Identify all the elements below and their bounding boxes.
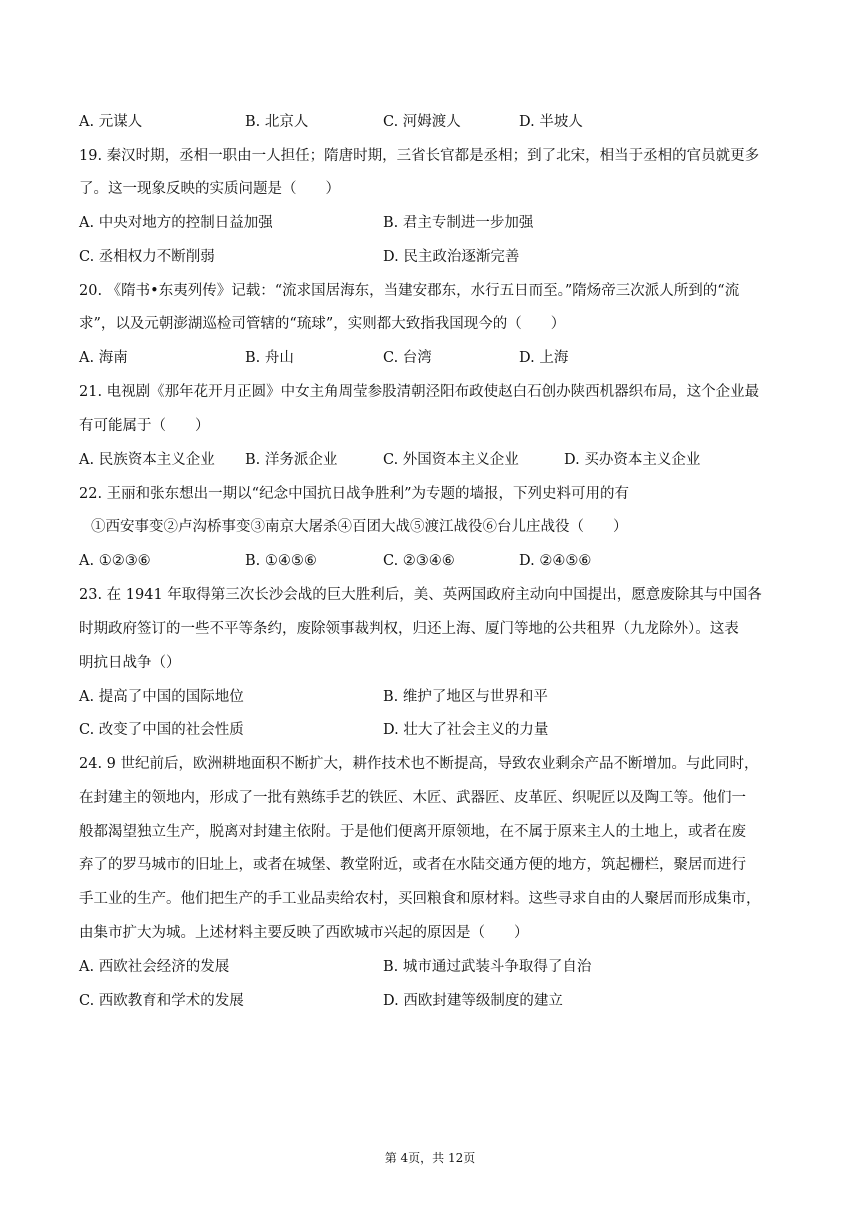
q20-stem-line: 求”，以及元朝澎湖巡检司管辖的“琉球”，实则都大致指我国现今的（ ）	[79, 316, 566, 332]
q23-stem-line: 时期政府签订的一些不平等条约，废除领事裁判权，归还上海、厦门等地的公共租界（九龙除外）。这表	[79, 621, 739, 637]
q22-stem-line: ①西安事变②卢沟桥事变③南京大屠杀④百团大战⑤渡江战役⑥台儿庄战役（ ）	[91, 519, 628, 535]
q24-stem-line: 在封建主的领地内，形成了一批有熟练手艺的铁匠、木匠、武器匠、皮革匠、织呢匠以及陶工等。他们一	[79, 790, 746, 806]
q24-stem-line: 手工业的生产。他们把生产的手工业品卖给农村，买回粮食和原材料。这些寻求自由的人聚居而形成集市，	[79, 891, 761, 907]
q19-stem-line: 了。这一现象反映的实质问题是（ ）	[79, 181, 340, 197]
q22-stem-line: 22. 王丽和张东想出一期以“纪念中国抗日战争胜利”为专题的墙报，下列史料可用的有	[79, 486, 629, 502]
q20-option-b: B. 舟山	[245, 350, 294, 366]
q20-stem-line: 20. 《隋书•东夷列传》记载：“流求国居海东，当建安郡东，水行五日而至。”隋炀帝三次派人所到的“流	[79, 283, 740, 299]
q18-option-a: A. 元谋人	[79, 114, 143, 130]
q21-option-d: D. 买办资本主义企业	[564, 452, 701, 468]
q22-option-b: B. ①④⑤⑥	[245, 553, 317, 569]
q21-stem-line: 21. 电视剧《那年花开月正圆》中女主角周莹参股清朝泾阳布政使赵白石创办陕西机器织布局，这个企业最	[79, 384, 760, 400]
q24-option-c: C. 西欧教育和学术的发展	[79, 993, 244, 1009]
q22-option-d: D. ②④⑤⑥	[519, 553, 592, 569]
q19-option-b: B. 君主专制进一步加强	[383, 215, 534, 231]
q23-stem-line: 明抗日战争（）	[79, 655, 181, 671]
q24-option-a: A. 西欧社会经济的发展	[79, 959, 230, 975]
q21-stem-line: 有可能属于（ ）	[79, 418, 210, 434]
q23-stem-line: 23. 在 1941 年取得第三次长沙会战的巨大胜利后，美、英两国政府主动向中国提出，愿意废除其与中国各	[79, 587, 762, 603]
q24-option-d: D. 西欧封建等级制度的建立	[383, 993, 563, 1009]
q22-option-c: C. ②③④⑥	[383, 553, 455, 569]
q18-option-c: C. 河姆渡人	[383, 114, 461, 130]
q23-option-a: A. 提高了中国的国际地位	[79, 689, 244, 705]
q23-option-c: C. 改变了中国的社会性质	[79, 722, 244, 738]
q24-stem-line: 弃了的罗马城市的旧址上，或者在城堡、教堂附近，或者在水陆交通方便的地方，筑起栅栏，聚居而进行	[79, 857, 746, 873]
q24-stem-line: 由集市扩大为城。上述材料主要反映了西欧城市兴起的原因是（ ）	[79, 925, 529, 941]
q21-option-b: B. 洋务派企业	[245, 452, 338, 468]
q23-option-b: B. 维护了地区与世界和平	[383, 689, 548, 705]
q19-stem-line: 19. 秦汉时期，丞相一职由一人担任；隋唐时期，三省长官都是丞相；到了北宋，相当于丞相的官员就更多	[79, 148, 760, 164]
q20-option-a: A. 海南	[79, 350, 128, 366]
q24-option-b: B. 城市通过武装斗争取得了自治	[383, 959, 592, 975]
q22-option-a: A. ①②③⑥	[79, 553, 151, 569]
q19-option-c: C. 丞相权力不断削弱	[79, 249, 215, 265]
q21-option-a: A. 民族资本主义企业	[79, 452, 215, 468]
q24-stem-line: 24. 9 世纪前后，欧洲耕地面积不断扩大，耕作技术也不断提高，导致农业剩余产品不断增加。与此同时，	[79, 756, 759, 772]
page-number: 第 4页，共 12页	[384, 1151, 476, 1165]
q19-option-a: A. 中央对地方的控制日益加强	[79, 215, 273, 231]
q23-option-d: D. 壮大了社会主义的力量	[383, 722, 549, 738]
q19-option-d: D. 民主政治逐渐完善	[383, 249, 520, 265]
q20-option-c: C. 台湾	[383, 350, 432, 366]
q18-option-d: D. 半坡人	[519, 114, 583, 130]
q21-option-c: C. 外国资本主义企业	[383, 452, 519, 468]
q18-option-b: B. 北京人	[245, 114, 309, 130]
q24-stem-line: 般都渴望独立生产，脱离对封建主依附。于是他们便离开原领地，在不属于原来主人的土地上，或者在废	[79, 824, 746, 840]
q20-option-d: D. 上海	[519, 350, 569, 366]
